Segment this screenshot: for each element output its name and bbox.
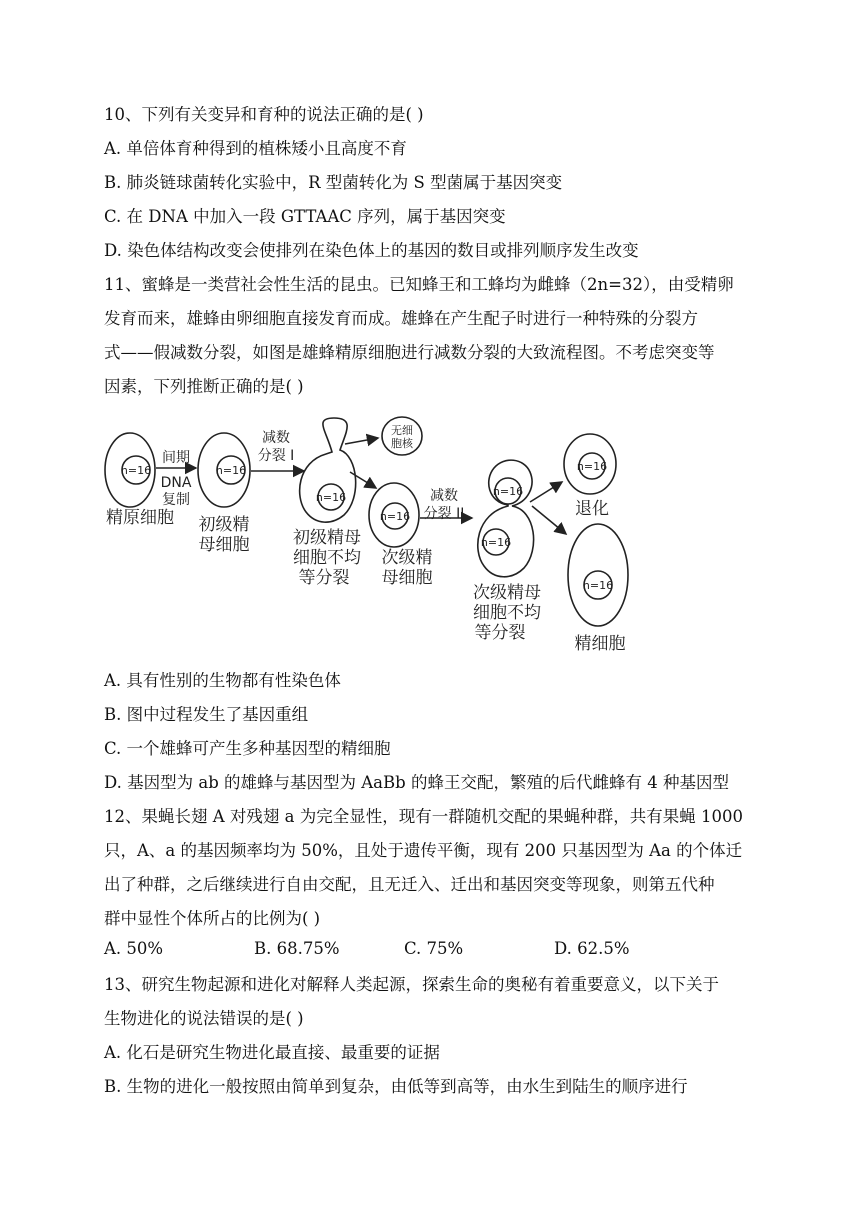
caption-primary-unequal-2: 细胞不均 bbox=[293, 548, 361, 568]
q11-stem-line-4: 因素，下列推断正确的是( ) bbox=[104, 377, 304, 396]
caption-sperm: 精细胞 bbox=[574, 634, 626, 654]
q12-stem-line-3: 出了种群，之后继续进行自由交配，且无迁入、迁出和基因突变等现象，则第五代种 bbox=[104, 875, 715, 894]
q13-option-b: B. 生物的进化一般按照由简单到复杂，由低等到高等，由水生到陆生的顺序进行 bbox=[104, 1077, 688, 1096]
q12-option-a: A. 50% bbox=[104, 939, 164, 958]
replicate-label: 复制 bbox=[162, 492, 190, 508]
nucleus-label-6: n=16 bbox=[480, 536, 512, 549]
q11-option-c: C. 一个雄蜂可产生多种基因型的精细胞 bbox=[104, 739, 391, 758]
arrow-to-degenerate bbox=[530, 482, 562, 502]
nucleus-label-8: n=16 bbox=[582, 579, 614, 592]
q12-options-row bbox=[104, 939, 804, 961]
q11-option-d: D. 基因型为 ab 的雄蜂与基因型为 AaBb 的蜂王交配，繁殖的后代雌蜂有 4 种基因型 bbox=[104, 773, 729, 792]
arrow-to-sperm bbox=[532, 506, 566, 534]
meiosis1-label-1: 减数 bbox=[262, 430, 290, 446]
q12-stem-line-4: 群中显性个体所占的比例为( ) bbox=[104, 909, 321, 928]
nucleus-label-1: n=16 bbox=[120, 464, 152, 477]
caption-secondary-1: 次级精 bbox=[381, 548, 433, 568]
nucleus-label-5: n=16 bbox=[492, 485, 524, 498]
nucleus-label-7: n=16 bbox=[576, 460, 608, 473]
q12-option-b: B. 68.75% bbox=[254, 939, 340, 958]
q12-option-c: C. 75% bbox=[404, 939, 464, 958]
q11-option-b: B. 图中过程发生了基因重组 bbox=[104, 705, 309, 724]
caption-secondary-unequal-2: 细胞不均 bbox=[473, 603, 541, 623]
arrow-to-secondary bbox=[350, 472, 376, 488]
caption-spermatogonium: 精原细胞 bbox=[106, 508, 174, 528]
q12-option-d: D. 62.5% bbox=[554, 939, 630, 958]
caption-primary-unequal-1: 初级精母 bbox=[293, 528, 361, 548]
meiosis1-label-2: 分裂 I bbox=[257, 448, 295, 464]
q10-option-b: B. 肺炎链球菌转化实验中，R 型菌转化为 S 型菌属于基因突变 bbox=[104, 173, 563, 192]
q12-stem-line-1: 12、果蝇长翅 A 对残翅 a 为完全显性，现有一群随机交配的果蝇种群，共有果蝇 1000 bbox=[104, 807, 743, 826]
no-nucleus-label-2: 胞核 bbox=[391, 437, 413, 450]
meiosis2-label-1: 减数 bbox=[430, 488, 458, 504]
caption-secondary-unequal-3: 等分裂 bbox=[474, 623, 526, 643]
meiosis2-label-2: 分裂 II bbox=[423, 506, 465, 522]
q12-stem-line-2: 只，A、a 的基因频率均为 50%，且处于遗传平衡，现有 200 只基因型为 Aa 的个体迁 bbox=[104, 841, 743, 860]
interphase-label: 间期 bbox=[162, 450, 190, 466]
q10-option-c: C. 在 DNA 中加入一段 GTTAAC 序列，属于基因突变 bbox=[104, 207, 506, 226]
nucleus-label-3: n=16 bbox=[315, 491, 347, 504]
q10-stem: 10、下列有关变异和育种的说法正确的是( ) bbox=[104, 105, 424, 124]
q10-option-a: A. 单倍体育种得到的植株矮小且高度不育 bbox=[104, 139, 407, 158]
q13-option-a: A. 化石是研究生物进化最直接、最重要的证据 bbox=[104, 1043, 440, 1062]
q13-stem-line-1: 13、研究生物起源和进化对解释人类起源，探索生命的奥秘有着重要意义，以下关于 bbox=[104, 975, 719, 994]
q11-stem-line-3: 式——假减数分裂，如图是雄蜂精原细胞进行减数分裂的大致流程图。不考虑突变等 bbox=[104, 343, 715, 362]
q11-option-a: A. 具有性别的生物都有性染色体 bbox=[104, 671, 341, 690]
caption-degenerate: 退化 bbox=[575, 499, 609, 519]
caption-secondary-unequal-1: 次级精母 bbox=[473, 583, 541, 603]
q11-stem-line-2: 发育而来，雄蜂由卵细胞直接发育而成。雄蜂在产生配子时进行一种特殊的分裂方 bbox=[104, 309, 698, 328]
q10-option-d: D. 染色体结构改变会使排列在染色体上的基因的数目或排列顺序发生改变 bbox=[104, 241, 639, 260]
caption-primary-1: 初级精 bbox=[198, 515, 250, 535]
caption-primary-unequal-3: 等分裂 bbox=[298, 568, 350, 588]
no-nucleus-label-1: 无细 bbox=[391, 424, 413, 437]
caption-primary-2: 母细胞 bbox=[198, 535, 250, 555]
arrow-to-no-nucleus bbox=[345, 438, 378, 444]
dna-label: DNA bbox=[160, 475, 192, 491]
q11-stem-line-1: 11、蜜蜂是一类营社会性生活的昆虫。已知蜂王和工蜂均为雌蜂（2n=32），由受精卵 bbox=[104, 275, 734, 294]
nucleus-label-4: n=16 bbox=[379, 510, 411, 523]
nucleus-label-2: n=16 bbox=[215, 464, 247, 477]
q13-stem-line-2: 生物进化的说法错误的是( ) bbox=[104, 1009, 304, 1028]
sperm-cell bbox=[568, 524, 628, 626]
caption-secondary-2: 母细胞 bbox=[381, 568, 433, 588]
meiosis-flow-diagram bbox=[100, 410, 660, 660]
primary-unequal-cell bbox=[300, 418, 356, 522]
